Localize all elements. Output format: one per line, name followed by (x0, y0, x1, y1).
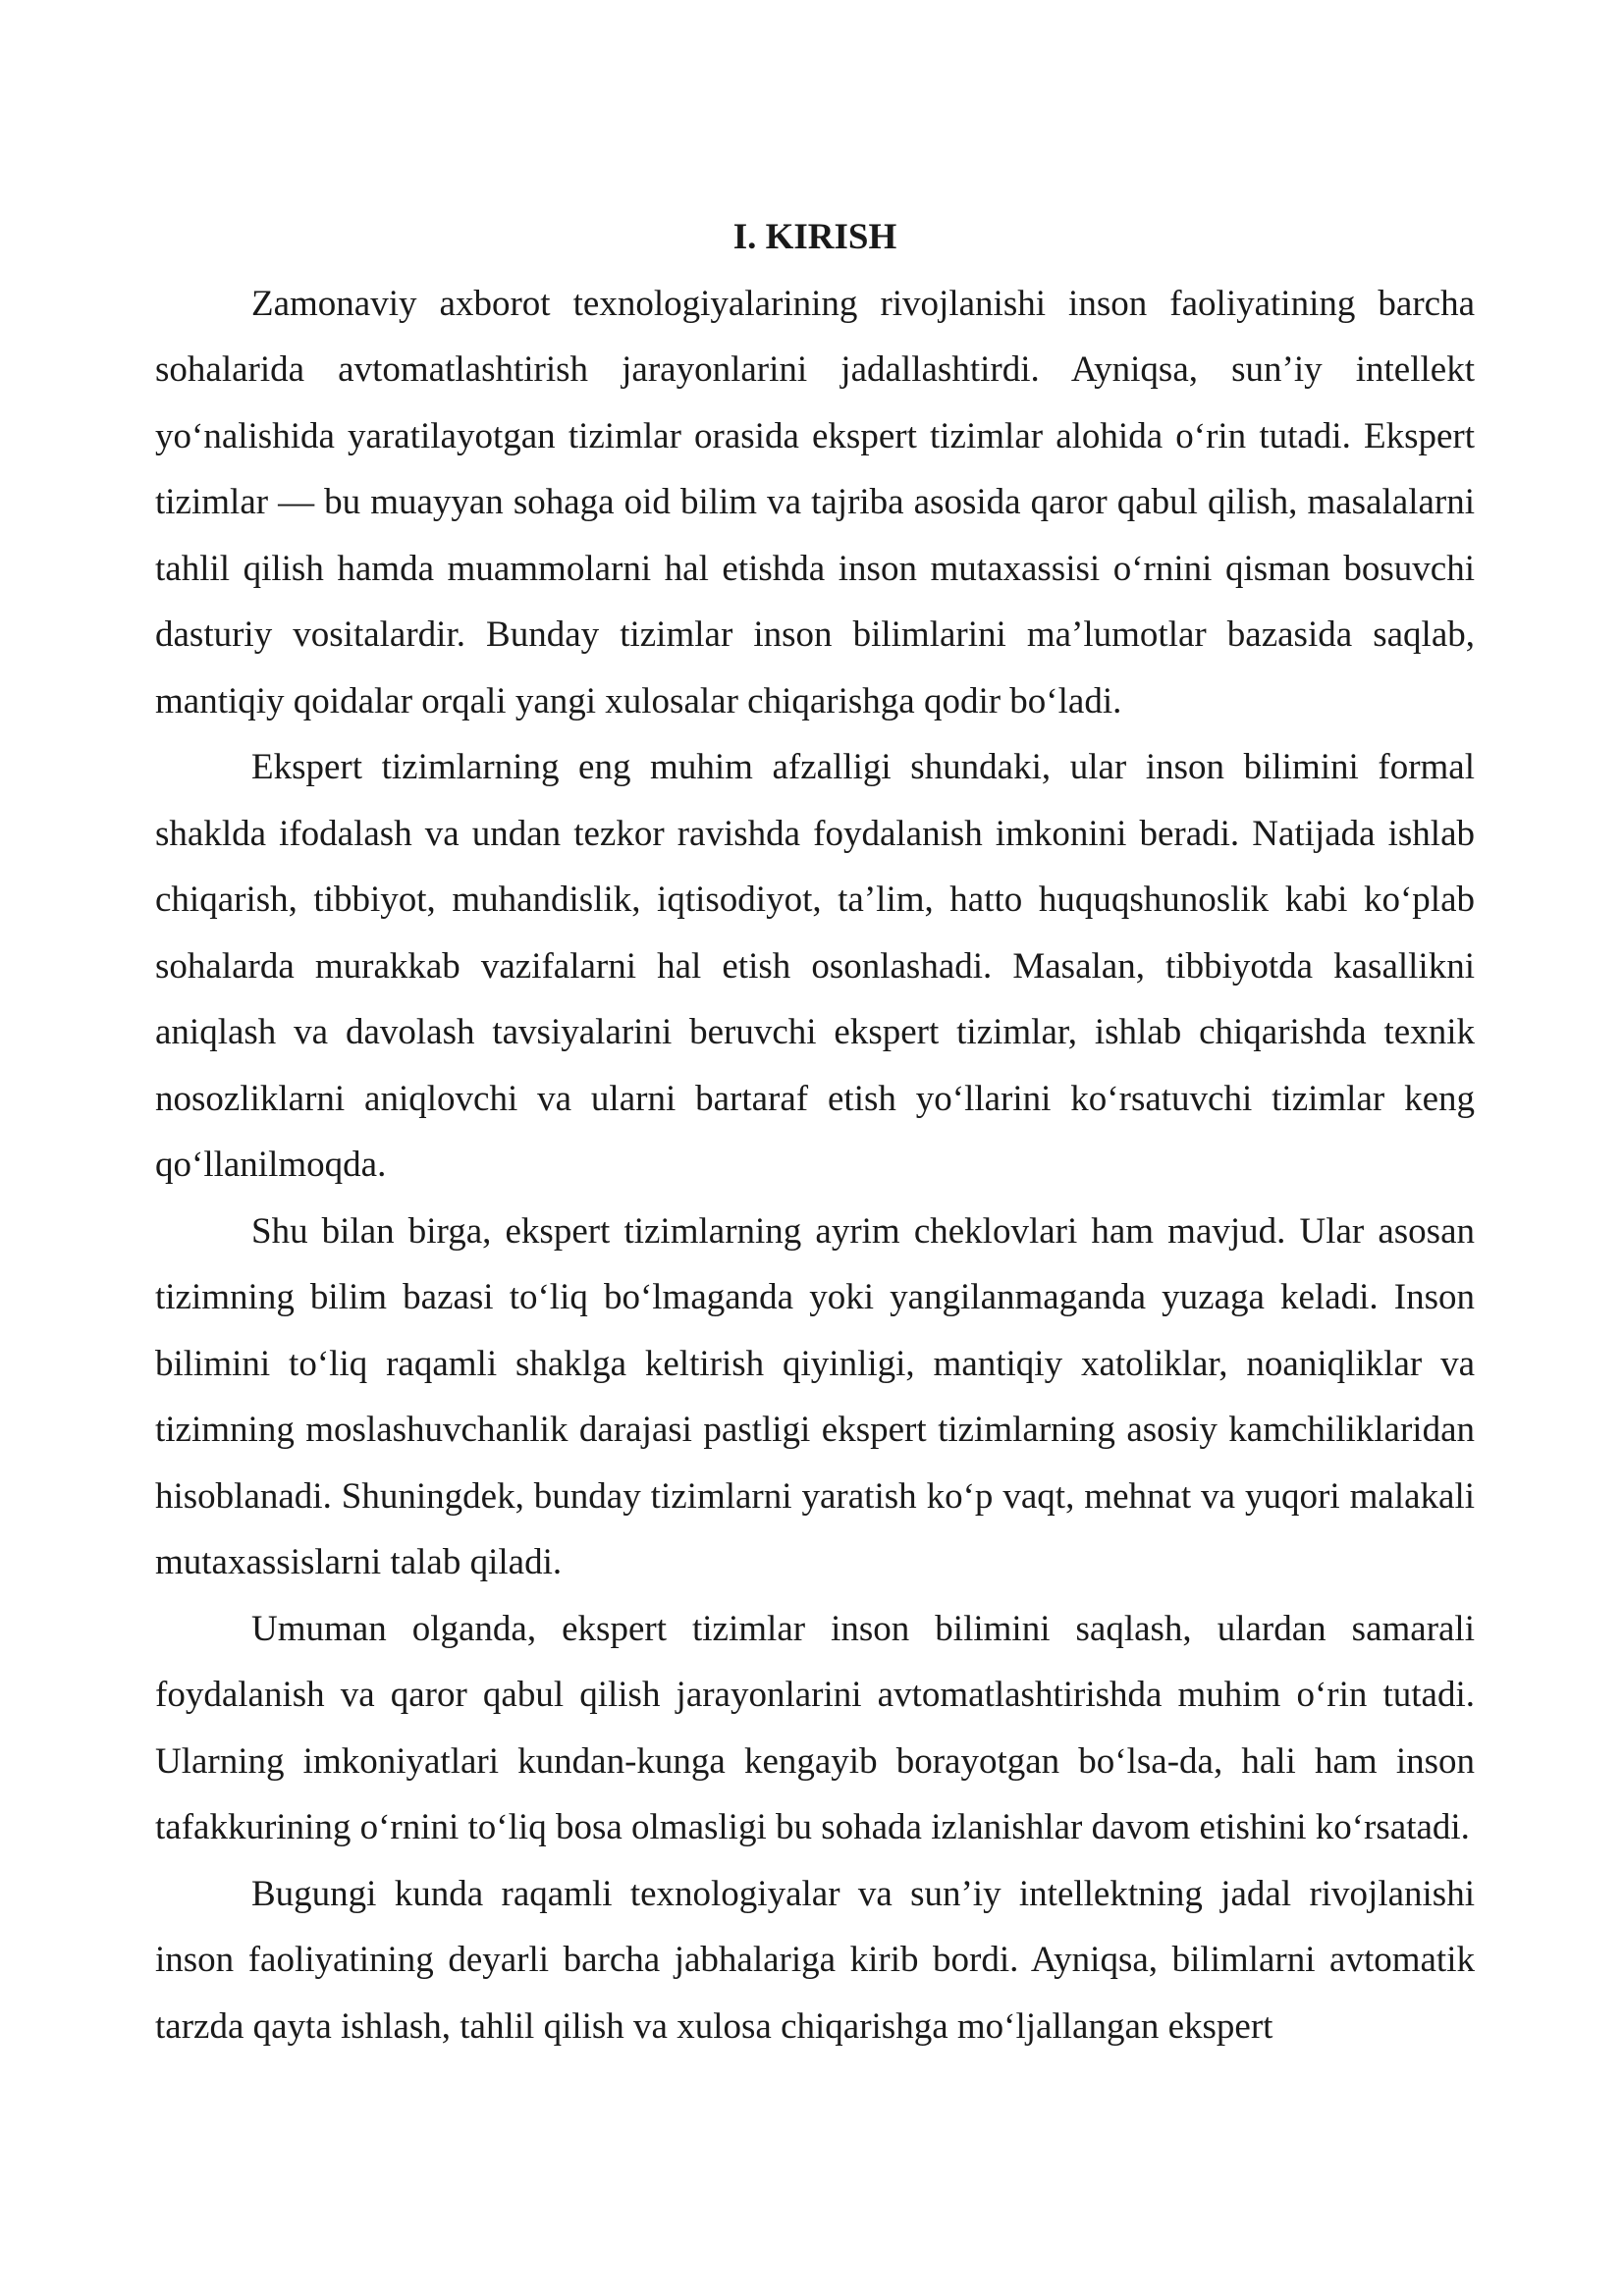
document-body (155, 204, 1475, 2059)
paragraph-4: Umuman olganda, ekspert tizimlar inson bilimini saqlash, ulardan samarali foydalanish va qaror qabul qilish jarayonlarini avtomatlashtirishda muhim o‘rin tutadi. Ularning imkoniyatlari kundan-kunga kengayib borayotgan bo‘lsa-da, hali ham inson tafakkurining o‘rnini to‘liq bosa olmasligi bu sohada izlanishlar davom etishini ko‘rsatadi. (155, 1608, 1475, 1847)
paragraph-2: Ekspert tizimlarning eng muhim afzalligi shundaki, ular inson bilimini formal shaklda ifodalash va undan tezkor ravishda foydalanish imkonini beradi. Natijada ishlab chiqarish, tibbiyot, muhandislik, iqtisodiyot, ta’lim, hatto huquqshunoslik kabi ko‘plab sohalarda murakkab vazifalarni hal etish osonlashadi. Masalan, tibbiyotda kasallikni aniqlash va davolash tavsiyalarini beruvchi ekspert tizimlar, ishlab chiqarishda texnik nosozliklarni aniqlovchi va ularni bartaraf etish yo‘llarini ko‘rsatuvchi tizimlar keng qo‘llanilmoqda. (155, 747, 1475, 1185)
paragraph-3: Shu bilan birga, ekspert tizimlarning ayrim cheklovlari ham mavjud. Ular asosan tizimning bilim bazasi to‘liq bo‘lmaganda yoki yangilanmaganda yuzaga keladi. Inson bilimini to‘liq raqamli shaklga keltirish qiyinligi, mantiqiy xatoliklar, noaniqliklar va tizimning moslashuvchanlik darajasi pastligi ekspert tizimlarning asosiy kamchiliklaridan hisoblanadi. Shuningdek, bunday tizimlarni yaratish ko‘p vaqt, mehnat va yuqori malakali mutaxassislarni talab qiladi. (155, 1210, 1475, 1582)
paragraph-5: Bugungi kunda raqamli texnologiyalar va sun’iy intellektning jadal rivojlanishi inson faoliyatining deyarli barcha jabhalariga kirib bordi. Ayniqsa, bilimlarni avtomatik tarzda qayta ishlash, tahlil qilish va xulosa chiqarishga mo‘ljallangan ekspert (155, 1873, 1475, 2047)
section-heading: I. KIRISH (732, 217, 897, 257)
paragraph-1: Zamonaviy axborot texnologiyalarining rivojlanishi inson faoliyatining barcha sohalarida avtomatlashtirish jarayonlarini jadallashtirdi. Ayniqsa, sun’iy intellekt yo‘nalishida yaratilayotgan tizimlar orasida ekspert tizimlar alohida o‘rin tutadi. Ekspert tizimlar — bu muayyan sohaga oid bilim va tajriba asosida qaror qabul qilish, masalalarni tahlil qilish hamda muammolarni hal etishda inson mutaxassisi o‘rnini qisman bosuvchi dasturiy vositalardir. Bunday tizimlar inson bilimlarini ma’lumotlar bazasida saqlab, mantiqiy qoidalar orqali yangi xulosalar chiqarishga qodir bo‘ladi. (155, 283, 1475, 721)
